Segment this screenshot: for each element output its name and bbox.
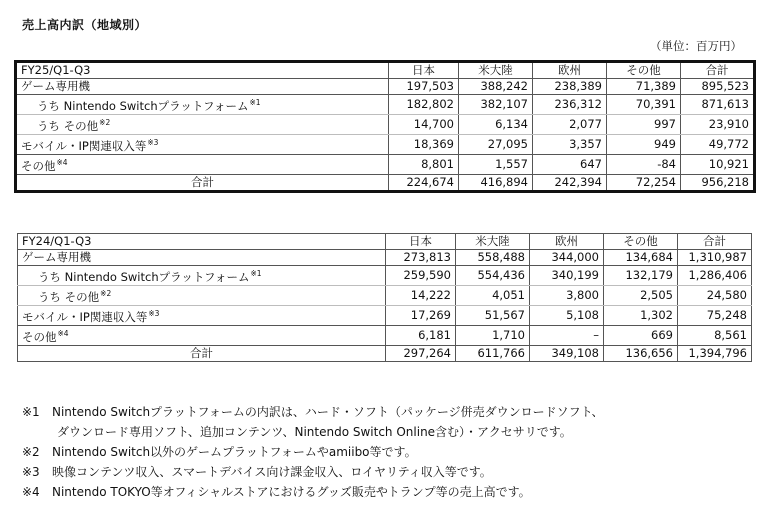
footnote-mark: ※1: [22, 405, 40, 419]
footnote-ref: ※1: [249, 98, 261, 107]
cell-americas: 382,107: [459, 95, 533, 115]
cell-europe: 236,312: [533, 95, 607, 115]
table-row: [16, 135, 755, 155]
cell-japan: 14,700: [389, 115, 459, 135]
col-header-other: その他: [604, 234, 678, 250]
cell-japan: 297,264: [386, 346, 456, 362]
footnote-text: Nintendo Switchプラットフォームの内訳は、ハード・ソフト（パッケージ併売ダウンロードソフト、: [52, 405, 604, 419]
cell-europe: 340,199: [530, 266, 604, 286]
cell-other: 1,302: [604, 306, 678, 326]
sales-table-fy25: [14, 60, 756, 193]
footnote-4: [22, 482, 604, 502]
cell-europe: 3,357: [533, 135, 607, 155]
table-row: [16, 95, 755, 115]
cell-other: 70,391: [607, 95, 681, 115]
cell-other: 2,505: [604, 286, 678, 306]
cell-total: 1,286,406: [678, 266, 752, 286]
cell-europe: 2,077: [533, 115, 607, 135]
cell-japan: 18,369: [389, 135, 459, 155]
cell-other: 997: [607, 115, 681, 135]
sales-table-fy24: [17, 233, 752, 362]
footnote-text: ダウンロード専用ソフト、追加コンテンツ、Nintendo Switch Online含む）・アクセサリです。: [57, 425, 572, 439]
page-title: 売上高内訳（地域別）: [22, 18, 148, 32]
cell-total: 10,921: [681, 155, 755, 175]
cell-other: 669: [604, 326, 678, 346]
row-label: うち Nintendo Switchプラットフォーム$^{※1}$: [16, 95, 389, 115]
row-label: うち Nintendo Switchプラットフォーム$^{※1}$: [18, 266, 386, 286]
col-header-europe: 欧州: [530, 234, 604, 250]
cell-europe: 5,108: [530, 306, 604, 326]
cell-americas: 27,095: [459, 135, 533, 155]
col-header-total: 合計: [681, 62, 755, 79]
cell-japan: 182,802: [389, 95, 459, 115]
cell-total: 1,310,987: [678, 250, 752, 266]
cell-japan: 224,674: [389, 175, 459, 192]
cell-americas: 4,051: [456, 286, 530, 306]
cell-other: 136,656: [604, 346, 678, 362]
row-label: その他$^{※4}$: [18, 326, 386, 346]
cell-europe: 3,800: [530, 286, 604, 306]
table-header-row: [18, 234, 752, 250]
cell-americas: 6,134: [459, 115, 533, 135]
footnote-text: 映像コンテンツ収入、スマートデバイス向け課金収入、ロイヤリティ収入等です。: [52, 465, 492, 479]
footnote-ref: ※2: [99, 118, 111, 127]
cell-other: 949: [607, 135, 681, 155]
cell-total: 49,772: [681, 135, 755, 155]
footnote-mark: ※3: [22, 465, 40, 479]
table-row: [18, 250, 752, 266]
col-header-japan: 日本: [386, 234, 456, 250]
cell-europe: –: [530, 326, 604, 346]
table-row: [16, 115, 755, 135]
row-label: その他$^{※4}$: [16, 155, 389, 175]
table-row: [18, 266, 752, 286]
row-label: モバイル・IP関連収入等$^{※3}$: [16, 135, 389, 155]
footnote-1-continued: [22, 422, 604, 442]
cell-other: 134,684: [604, 250, 678, 266]
footnote-ref: ※4: [57, 329, 69, 338]
table-row: [18, 306, 752, 326]
cell-europe: 344,000: [530, 250, 604, 266]
total-label: 合計: [18, 346, 386, 362]
cell-other: 71,389: [607, 79, 681, 95]
footnote-3: [22, 462, 604, 482]
cell-total: 75,248: [678, 306, 752, 326]
cell-japan: 197,503: [389, 79, 459, 95]
row-label: モバイル・IP関連収入等$^{※3}$: [18, 306, 386, 326]
period-label: FY25/Q1-Q3: [16, 62, 389, 79]
cell-other: 72,254: [607, 175, 681, 192]
col-header-total: 合計: [678, 234, 752, 250]
cell-europe: 647: [533, 155, 607, 175]
cell-americas: 388,242: [459, 79, 533, 95]
cell-other: 132,179: [604, 266, 678, 286]
row-label: うち その他$^{※2}$: [16, 115, 389, 135]
footnote-1: [22, 402, 604, 422]
table-row: [16, 155, 755, 175]
col-header-japan: 日本: [389, 62, 459, 79]
cell-total: 24,580: [678, 286, 752, 306]
table-header-row: [16, 62, 755, 79]
cell-americas: 554,436: [456, 266, 530, 286]
period-label: FY24/Q1-Q3: [18, 234, 386, 250]
cell-total: 871,613: [681, 95, 755, 115]
row-label: ゲーム専用機: [16, 79, 389, 95]
footnote-ref: ※3: [147, 138, 159, 147]
unit-label: （単位：百万円）: [650, 39, 742, 53]
footnote-text: Nintendo Switch以外のゲームプラットフォームやamiibo等です。: [52, 445, 417, 459]
table-row: [16, 79, 755, 95]
cell-americas: 1,710: [456, 326, 530, 346]
cell-total: 1,394,796: [678, 346, 752, 362]
cell-europe: 242,394: [533, 175, 607, 192]
cell-total: 8,561: [678, 326, 752, 346]
col-header-other: その他: [607, 62, 681, 79]
footnotes: [22, 402, 604, 502]
total-row: [16, 175, 755, 192]
cell-americas: 416,894: [459, 175, 533, 192]
cell-japan: 6,181: [386, 326, 456, 346]
cell-americas: 51,567: [456, 306, 530, 326]
footnote-mark: ※4: [22, 485, 40, 499]
cell-total: 23,910: [681, 115, 755, 135]
footnote-ref: ※4: [56, 158, 68, 167]
footnote-ref: ※3: [148, 309, 160, 318]
footnote-ref: ※1: [250, 269, 262, 278]
total-row: [18, 346, 752, 362]
footnote-2: [22, 442, 604, 462]
table-row: [18, 286, 752, 306]
col-header-americas: 米大陸: [456, 234, 530, 250]
cell-europe: 349,108: [530, 346, 604, 362]
cell-total: 895,523: [681, 79, 755, 95]
footnote-ref: ※2: [100, 289, 112, 298]
cell-americas: 1,557: [459, 155, 533, 175]
cell-europe: 238,389: [533, 79, 607, 95]
cell-japan: 273,813: [386, 250, 456, 266]
footnote-mark: ※2: [22, 445, 40, 459]
col-header-europe: 欧州: [533, 62, 607, 79]
cell-japan: 259,590: [386, 266, 456, 286]
row-label: ゲーム専用機: [18, 250, 386, 266]
footnote-text: Nintendo TOKYO等オフィシャルストアにおけるグッズ販売やトランプ等の売上高です。: [52, 485, 531, 499]
col-header-americas: 米大陸: [459, 62, 533, 79]
cell-japan: 17,269: [386, 306, 456, 326]
row-label: うち その他$^{※2}$: [18, 286, 386, 306]
cell-japan: 14,222: [386, 286, 456, 306]
cell-other: -84: [607, 155, 681, 175]
cell-americas: 558,488: [456, 250, 530, 266]
cell-japan: 8,801: [389, 155, 459, 175]
cell-americas: 611,766: [456, 346, 530, 362]
total-label: 合計: [16, 175, 389, 192]
table-row: [18, 326, 752, 346]
cell-total: 956,218: [681, 175, 755, 192]
